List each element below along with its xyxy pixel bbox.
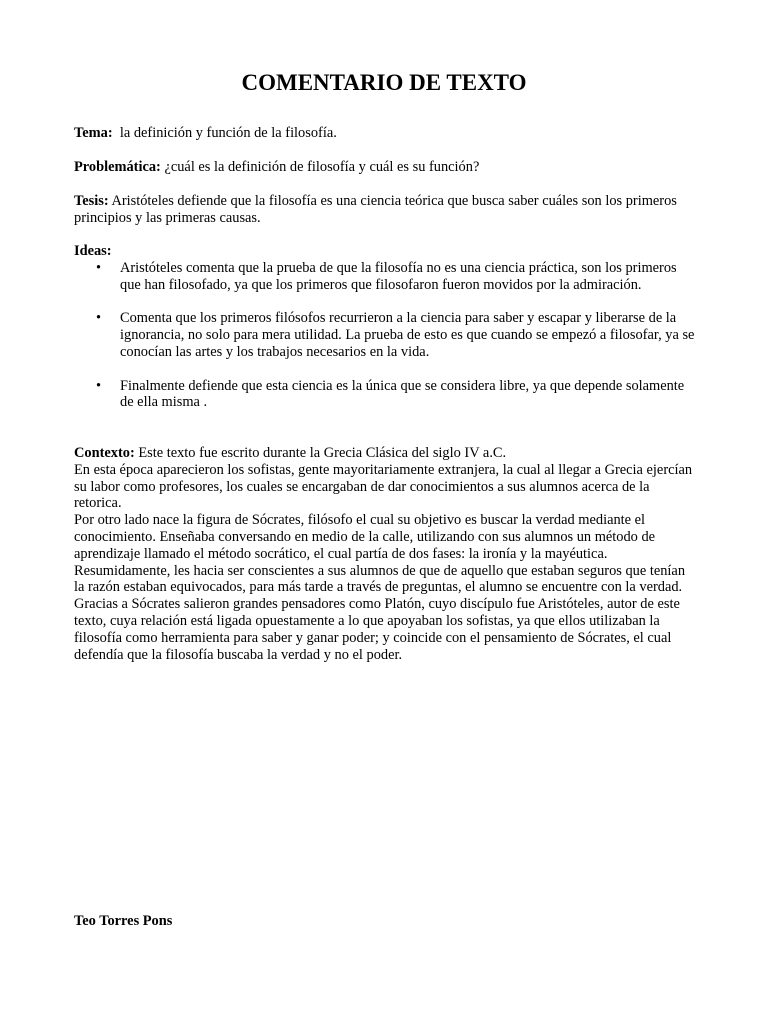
- tema-text: la definición y función de la filosofía.: [112, 125, 337, 141]
- ideas-label: Ideas:: [74, 243, 112, 259]
- bullet-icon: •: [96, 260, 102, 276]
- tema-label: Tema:: [74, 125, 113, 141]
- author-signature: Teo Torres Pons: [74, 913, 173, 929]
- tesis-label: Tesis:: [74, 193, 109, 209]
- contexto-paragraph: Gracias a Sócrates salieron grandes pensadores como Platón, cuyo discípulo fue Aristóteles, autor de este texto, cuya relación está ligada opuestamente a lo que apoyaban los sofistas, ya que ellos utilizaban la filosofía como herramienta para saber y ganar poder; y coincide con el pensamiento de Sócrates, el cual defendía que la filosofía buscaba la verdad y no el poder.: [74, 596, 680, 663]
- idea-text: Finalmente defiende que esta ciencia es la única que se considera libre, ya que depende solamente de ella misma .: [120, 377, 685, 411]
- contexto-intro: [74, 445, 696, 462]
- problematica-label: Problemática:: [74, 159, 161, 175]
- contexto-label: Contexto:: [74, 445, 135, 461]
- contexto-paragraph: En esta época aparecieron los sofistas, gente mayoritariamente extranjera, la cual al llegar a Grecia ejercían su labor como profesores, los cuales se encargaban de dar conocimientos a sus alumnos acerca de la retorica.: [74, 461, 700, 512]
- idea-text: Aristóteles comenta que la prueba de que la filosofía no es una ciencia práctica, son los primeros que han filosofado, ya que los primeros que filosofaron fueron movidos por la admiración.: [120, 260, 677, 293]
- contexto-paragraph: Por otro lado nace la figura de Sócrates, filósofo el cual su objetivo es buscar la verdad mediante el conocimiento. Enseñaba conversando en medio de la calle, utilizando con sus alumnos un método de aprendizaje llamado el método socrático, el cual partía de dos fases: la ironía y la mayéutica. Resumidamente, les hacia ser conscientes a sus alumnos de que de aquello que estaban seguros que tenían la razón estaban equivocados, para más tarde a través de preguntas, el alumno se encuentre con la verdad.: [74, 512, 686, 596]
- bullet-icon: •: [96, 310, 102, 327]
- problematica-paragraph: [74, 159, 696, 176]
- tesis-paragraph: [74, 193, 696, 227]
- list-item: [74, 378, 696, 412]
- tema-paragraph: [74, 125, 696, 142]
- problematica-text: ¿cuál es la definición de filosofía y cuál es su función?: [160, 159, 480, 175]
- contexto-section: [74, 445, 700, 663]
- bullet-icon: •: [96, 377, 102, 394]
- tesis-text: Aristóteles defiende que la filosofía es una ciencia teórica que busca saber cuáles son los primeros principios y las primeras causas.: [74, 193, 681, 226]
- list-item: [74, 310, 696, 360]
- list-item: [74, 260, 696, 294]
- ideas-list: [74, 260, 696, 428]
- contexto-intro-text: Este texto fue escrito durante la Grecia Clásica del siglo IV a.C.: [134, 445, 507, 461]
- document-title: COMENTARIO DE TEXTO: [241, 70, 527, 95]
- idea-text: Comenta que los primeros filósofos recurrieron a la ciencia para saber y escapar y liberarse de la ignorancia, no solo para mera utilidad. La prueba de esto es que cuando se empezó a filosofar, ya se conocían las artes y los trabajos necesarios en la vida.: [120, 310, 695, 360]
- document-page: [74, 0, 700, 1024]
